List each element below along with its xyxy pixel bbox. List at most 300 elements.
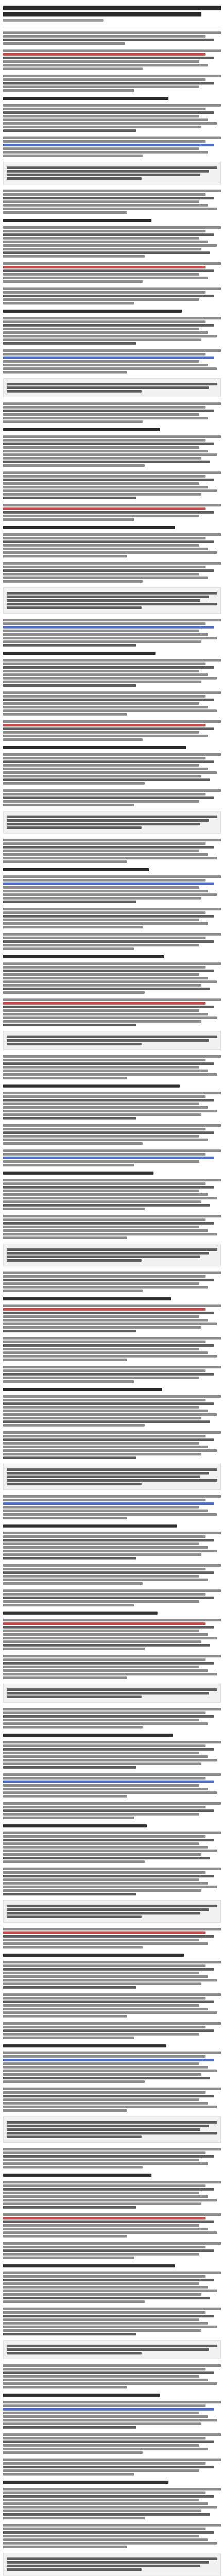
text-line — [3, 1373, 214, 1376]
text-line — [3, 2368, 205, 2370]
text-line — [3, 2535, 199, 2537]
section-heading — [3, 310, 221, 313]
body-paragraph — [3, 1802, 221, 1819]
text-line — [3, 652, 156, 655]
text-line — [3, 1935, 214, 1938]
text-line — [3, 1366, 221, 1368]
text-line — [3, 360, 199, 363]
text-line — [3, 1954, 184, 1957]
text-line — [3, 446, 199, 449]
text-line — [3, 262, 221, 265]
text-line — [3, 2184, 205, 2187]
text-line — [3, 493, 201, 496]
text-line — [3, 1279, 214, 1281]
text-line — [3, 1752, 199, 1754]
text-line — [3, 2109, 127, 2112]
body-paragraph — [3, 262, 221, 283]
text-line — [3, 287, 221, 290]
text-line — [3, 1348, 199, 1350]
body-paragraph — [3, 2213, 221, 2238]
text-line — [3, 2499, 199, 2501]
text-line — [7, 2557, 217, 2560]
callout-box — [3, 162, 221, 184]
text-line — [3, 1117, 136, 1120]
text-line — [3, 908, 221, 910]
text-line — [3, 75, 221, 77]
body-paragraph — [3, 1961, 221, 1989]
text-line — [3, 1939, 199, 1941]
text-line — [3, 1532, 221, 1534]
body-paragraph — [3, 1215, 221, 1239]
text-line — [3, 1438, 214, 1441]
callout-box — [3, 378, 221, 397]
text-line — [3, 1777, 205, 1780]
text-line — [3, 1931, 205, 1934]
body-paragraph — [3, 753, 221, 785]
text-line — [7, 1252, 209, 1255]
body-paragraph — [3, 1179, 221, 1210]
text-line — [3, 626, 214, 629]
text-line — [3, 144, 214, 146]
text-line — [3, 2037, 134, 2039]
text-line — [3, 435, 221, 438]
section-heading — [3, 219, 221, 222]
text-line — [3, 1431, 221, 1434]
text-line — [3, 1860, 145, 1863]
section-heading — [3, 2264, 221, 2267]
text-line — [3, 2228, 208, 2230]
body-paragraph — [3, 2488, 221, 2519]
text-line — [3, 2059, 214, 2061]
text-line — [3, 1124, 221, 1127]
text-line — [3, 64, 208, 66]
text-line — [3, 724, 205, 726]
text-line — [3, 1644, 210, 1647]
callout-box — [3, 2116, 221, 2143]
text-line — [3, 1630, 199, 1632]
text-line — [3, 1543, 199, 1545]
text-line — [3, 1442, 199, 1445]
text-line — [7, 1483, 142, 1485]
text-line — [3, 984, 201, 987]
text-line — [3, 251, 210, 254]
body-paragraph — [3, 1149, 221, 1166]
body-paragraph — [3, 2524, 221, 2548]
text-line — [3, 237, 199, 240]
text-line — [3, 367, 217, 370]
text-line — [3, 1726, 143, 1728]
text-line — [3, 735, 208, 737]
text-line — [3, 86, 199, 88]
text-line — [7, 606, 142, 609]
text-line — [7, 819, 209, 822]
text-line — [3, 966, 205, 969]
text-line — [3, 2011, 217, 2014]
text-line — [3, 2275, 205, 2278]
text-line — [3, 709, 217, 712]
text-line — [7, 1479, 217, 1482]
text-line — [3, 2033, 199, 2036]
text-line — [3, 544, 199, 547]
text-line — [3, 1092, 221, 1094]
text-line — [3, 2106, 217, 2108]
text-line — [3, 226, 221, 229]
body-paragraph — [3, 1532, 221, 1560]
body-paragraph — [3, 75, 221, 92]
text-line — [3, 580, 143, 583]
text-line — [3, 1788, 208, 1790]
text-line — [3, 1204, 210, 1207]
text-line — [3, 1853, 201, 1856]
text-line — [3, 1571, 214, 1574]
text-line — [3, 1066, 199, 1069]
section-heading — [3, 2174, 221, 2177]
text-line — [3, 371, 127, 374]
body-paragraph — [3, 504, 221, 521]
text-line — [3, 328, 199, 330]
text-line — [3, 266, 205, 268]
text-line — [3, 2206, 136, 2209]
text-line — [3, 1099, 214, 1101]
text-line — [3, 1341, 205, 1343]
text-line — [3, 2070, 217, 2072]
text-line — [3, 2286, 208, 2289]
text-line — [3, 1070, 208, 1072]
text-line — [7, 1248, 217, 1251]
text-line — [3, 1648, 145, 1650]
text-line — [3, 1062, 214, 1065]
text-line — [3, 1839, 214, 1841]
text-line — [3, 937, 205, 939]
text-line — [7, 1908, 209, 1911]
body-paragraph — [3, 1564, 221, 1585]
text-line — [3, 108, 205, 110]
text-line — [3, 569, 214, 572]
body-paragraph — [3, 1337, 221, 1361]
text-line — [3, 1380, 134, 1383]
text-line — [3, 2513, 210, 2516]
body-paragraph — [3, 2181, 221, 2209]
text-line — [3, 1330, 136, 1332]
text-line — [3, 2459, 221, 2461]
callout-box — [3, 1031, 221, 1050]
text-line — [7, 2561, 209, 2564]
text-line — [3, 1435, 205, 1437]
text-line — [3, 846, 214, 849]
body-paragraph — [3, 1092, 221, 1120]
text-line — [3, 1773, 221, 1776]
text-line — [3, 2264, 175, 2267]
text-line — [3, 1020, 201, 1023]
body-paragraph — [3, 1773, 221, 1798]
text-line — [3, 702, 199, 705]
text-line — [3, 295, 214, 297]
body-paragraph — [3, 49, 221, 70]
body-paragraph — [3, 1741, 221, 1769]
text-line — [3, 1961, 221, 1963]
text-line — [3, 60, 199, 63]
text-line — [3, 970, 214, 972]
text-line — [3, 1182, 205, 1185]
body-paragraph — [3, 691, 221, 716]
text-line — [3, 1312, 214, 1314]
text-line — [3, 49, 221, 52]
text-line — [3, 1139, 208, 1141]
text-line — [3, 1222, 214, 1225]
text-line — [3, 897, 201, 900]
text-line — [3, 450, 208, 452]
body-paragraph — [3, 1993, 221, 2018]
text-line — [3, 482, 199, 485]
callout-box — [3, 1244, 221, 1266]
text-line — [3, 2546, 127, 2548]
text-line — [3, 1575, 199, 1578]
text-line — [3, 1084, 180, 1088]
text-line — [3, 1510, 208, 1512]
text-line — [3, 1734, 173, 1737]
text-line — [3, 2066, 208, 2069]
text-line — [3, 511, 214, 514]
text-line — [3, 2386, 127, 2388]
text-line — [3, 619, 221, 621]
text-line — [3, 720, 221, 723]
text-line — [3, 1073, 217, 1076]
text-line — [3, 2095, 214, 2097]
text-line — [3, 1986, 136, 1989]
text-line — [3, 1806, 205, 1808]
text-line — [3, 1110, 217, 1112]
text-line — [7, 596, 209, 598]
body-paragraph — [3, 2401, 221, 2429]
section-heading — [3, 97, 221, 100]
text-line — [3, 1579, 208, 1581]
text-line — [3, 2322, 208, 2325]
text-line — [3, 1946, 143, 1948]
text-line — [3, 2466, 214, 2468]
text-line — [7, 2568, 142, 2571]
text-line — [3, 868, 149, 871]
text-line — [3, 738, 143, 741]
body-paragraph — [3, 190, 221, 214]
text-line — [3, 1886, 217, 1888]
body-paragraph — [3, 287, 221, 304]
text-line — [3, 1420, 210, 1423]
callout-box — [3, 587, 221, 614]
text-line — [3, 475, 205, 478]
text-line — [3, 1535, 205, 1538]
text-line — [3, 1369, 205, 1372]
text-line — [3, 1835, 205, 1838]
text-line — [3, 280, 143, 283]
text-line — [3, 1997, 205, 1999]
body-paragraph — [3, 2022, 221, 2039]
section-heading — [3, 2394, 221, 2397]
body-paragraph — [3, 1655, 221, 1679]
text-line — [3, 2382, 217, 2385]
callout-box — [3, 811, 221, 834]
text-line — [3, 857, 217, 859]
text-line — [3, 1406, 199, 1409]
text-line — [3, 915, 214, 918]
text-line — [3, 775, 201, 777]
text-line — [3, 1842, 199, 1845]
text-line — [3, 357, 214, 359]
text-line — [7, 1905, 217, 1907]
text-line — [3, 944, 199, 946]
text-line — [3, 1402, 214, 1405]
text-line — [3, 1539, 214, 1541]
text-line — [7, 1036, 217, 1038]
body-paragraph — [3, 839, 221, 863]
section-heading — [3, 1524, 221, 1528]
text-line — [7, 2565, 200, 2567]
text-line — [3, 2437, 205, 2439]
text-line — [3, 1619, 221, 1621]
text-line — [3, 644, 136, 647]
text-line — [3, 2394, 160, 2397]
text-line — [3, 1377, 199, 1379]
text-line — [3, 782, 145, 785]
text-line — [7, 1043, 142, 1045]
text-line — [3, 2419, 217, 2421]
text-line — [7, 599, 200, 602]
section-heading — [3, 1734, 221, 1737]
body-paragraph — [3, 1868, 221, 1895]
text-line — [3, 2195, 208, 2198]
text-line — [3, 1502, 214, 1505]
text-line — [3, 1975, 208, 1978]
text-line — [7, 383, 217, 385]
text-line — [3, 1744, 205, 1747]
text-line — [3, 1993, 221, 1996]
text-line — [3, 1809, 214, 1812]
text-line — [3, 573, 199, 575]
text-line — [3, 298, 199, 301]
text-line — [3, 1600, 199, 1603]
text-line — [3, 35, 205, 38]
body-paragraph — [3, 31, 221, 45]
text-line — [3, 122, 217, 125]
text-line — [3, 507, 205, 510]
text-line — [3, 789, 221, 792]
text-line — [7, 1259, 142, 1262]
text-line — [3, 713, 127, 716]
text-line — [3, 926, 143, 928]
text-line — [3, 2148, 221, 2150]
text-line — [3, 1164, 134, 1166]
section-heading — [3, 2044, 221, 2047]
text-line — [3, 2213, 221, 2216]
text-line — [3, 82, 214, 84]
text-line — [3, 1103, 199, 1105]
text-line — [3, 1229, 208, 1232]
text-line — [7, 2128, 200, 2131]
text-line — [3, 1095, 205, 1098]
text-line — [3, 211, 127, 214]
text-line — [3, 2235, 127, 2238]
text-line — [3, 241, 208, 243]
body-paragraph — [3, 226, 221, 258]
text-line — [3, 2542, 217, 2545]
text-line — [3, 1759, 217, 1761]
text-line — [3, 230, 205, 232]
text-line — [3, 1275, 205, 1278]
text-line — [3, 1748, 214, 1751]
text-line — [7, 2136, 142, 2138]
body-paragraph — [3, 1055, 221, 1079]
text-line — [3, 1013, 208, 1015]
text-line — [3, 771, 217, 774]
body-paragraph — [3, 2052, 221, 2083]
body-paragraph — [3, 720, 221, 741]
text-line — [3, 955, 164, 958]
text-line — [3, 2202, 201, 2205]
text-line — [3, 2080, 145, 2083]
body-paragraph — [3, 471, 221, 499]
text-line — [3, 31, 221, 34]
text-line — [3, 2531, 214, 2534]
text-line — [3, 1413, 217, 1416]
text-line — [3, 1791, 217, 1794]
text-line — [3, 208, 217, 210]
text-line — [3, 1142, 143, 1145]
text-line — [3, 2315, 214, 2317]
text-line — [3, 2326, 217, 2328]
text-line — [3, 1604, 134, 1606]
text-line — [3, 331, 208, 334]
text-line — [3, 486, 208, 488]
text-line — [3, 562, 221, 565]
body-paragraph — [3, 2459, 221, 2476]
text-line — [3, 269, 214, 272]
text-line — [3, 2091, 205, 2094]
text-line — [3, 2375, 199, 2378]
text-line — [3, 2192, 199, 2194]
text-line — [3, 1882, 208, 1885]
text-line — [7, 390, 142, 393]
text-line — [3, 1355, 217, 1358]
body-paragraph — [3, 2088, 221, 2112]
text-line — [3, 1662, 214, 1665]
text-line — [3, 2253, 199, 2256]
text-line — [3, 2242, 221, 2245]
text-line — [3, 310, 182, 313]
body-paragraph — [3, 1366, 221, 1383]
text-line — [3, 2246, 205, 2248]
text-line — [3, 111, 214, 114]
text-line — [3, 1802, 221, 1805]
text-line — [3, 349, 221, 352]
text-line — [3, 1326, 201, 1329]
text-line — [3, 233, 214, 236]
text-line — [3, 2282, 199, 2285]
text-line — [3, 1612, 158, 1615]
text-line — [3, 633, 208, 636]
section-heading — [3, 1172, 221, 1175]
title-block — [3, 3, 221, 27]
body-paragraph — [3, 402, 221, 423]
text-line — [3, 1868, 221, 1870]
callout-box — [3, 1684, 221, 1703]
text-line — [3, 1626, 214, 1629]
text-line — [3, 1456, 136, 1459]
text-line — [3, 1236, 127, 1239]
text-line — [3, 1871, 205, 1874]
text-line — [3, 962, 221, 965]
text-line — [3, 768, 208, 770]
text-line — [3, 1323, 217, 1325]
text-line — [3, 1553, 201, 1556]
